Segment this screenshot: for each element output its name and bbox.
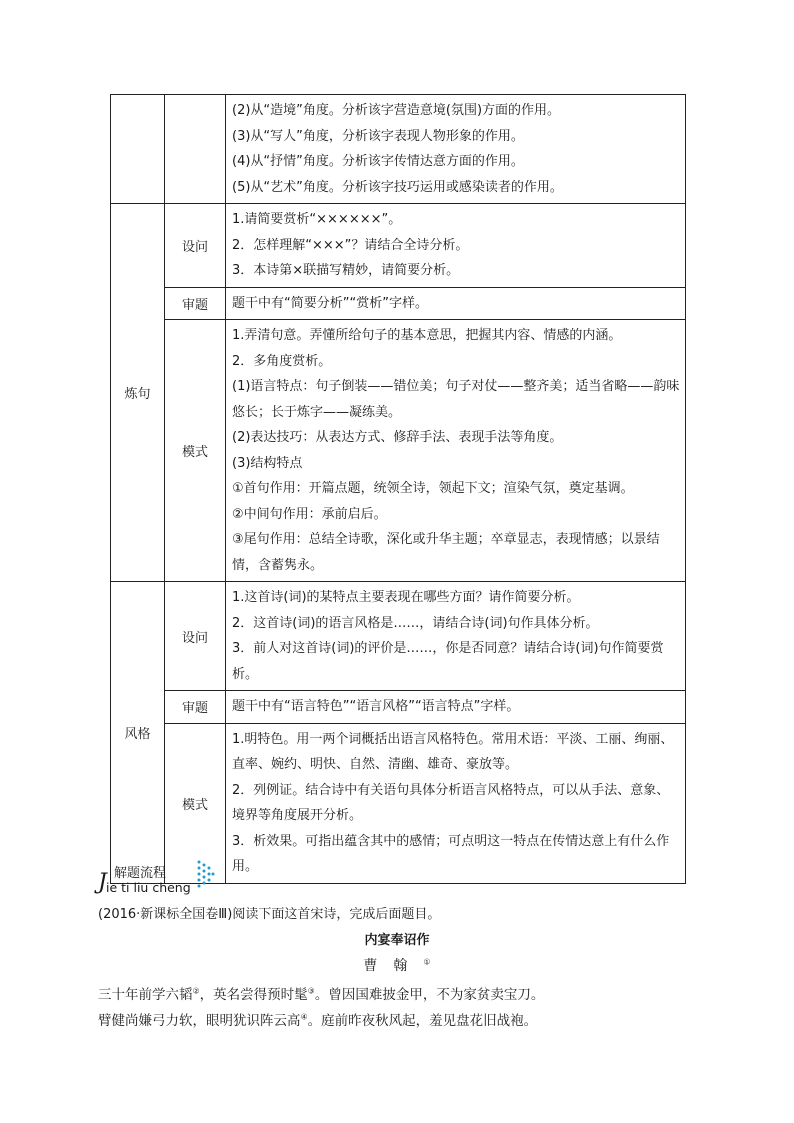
content-cell [226,204,686,288]
text-line: 2．怎样理解“×××”？请结合全诗分析。 [232,237,469,253]
section-title: 解题流程 [114,866,167,881]
sub-label-sheji: 设问 [165,582,226,691]
method-table [110,94,686,884]
content-cell [226,691,686,724]
footnote-mark: ① [423,957,431,967]
content-cell [226,95,686,204]
text-line: (3)从“写人”角度，分析该字表现人物形象的作用。 [232,128,524,144]
sub-label-moshi: 模式 [165,320,226,582]
text-line: 1.弄清句意。弄懂所给句子的基本意思，把握其内容、情感的内涵。 [232,328,622,343]
category-fengge: 风格 [111,582,165,884]
poem-line-1 [98,983,544,1003]
content-cell [226,582,686,691]
section-header [96,860,226,896]
footnote-mark: ② [192,986,200,996]
text-line: (1)语言特点：句子倒装——错位美；句子对仗——整齐美；适当省略——韵味悠长；长于炼字——凝练美。 [232,379,680,420]
sub-label-sheji: 设问 [165,204,226,288]
text-line: ③尾句作用：总结全诗歌，深化或升华主题；卒章显志，表现情感；以景结情，含蓄隽永。 [232,532,660,573]
text-line: (3)结构特点 [232,455,303,471]
poem-text: 。庭前昨夜秋风起，羞见盘花旧战袍。 [307,1013,538,1029]
table-row [111,723,686,883]
text-line: (2)表达技巧：从表达方式、修辞手法、表现手法等角度。 [232,430,563,445]
text-line: 2．这首诗(词)的语言风格是……，请结合诗(词)句作具体分析。 [232,615,599,631]
section-pinyin: ie ti liu cheng [106,880,191,895]
content-cell [226,320,686,582]
category-lianju: 炼句 [111,204,165,582]
text-line: (5)从“艺术”角度。分析该字技巧运用或感染读者的作用。 [232,179,563,195]
sub-label-shenti: 审题 [165,287,226,320]
table-row [111,691,686,724]
table-row [111,95,686,204]
dotted-chevron-icon [196,860,216,888]
text-line: (2)从“造境”角度。分析该字营造意境(氛围)方面的作用。 [232,103,561,118]
text-line: 题干中有“语言特色”“语言风格”“语言特点”字样。 [232,699,520,714]
author-name: 曹翰 [363,958,424,974]
poem-title: 内宴奉诏作 [364,933,430,948]
text-line: 3．析效果。可指出蕴含其中的感情；可点明这一特点在传情达意上有什么作用。 [232,833,670,874]
text-line: 题干中有“简要分析”“赏析”字样。 [232,295,428,311]
text-line: 2．多角度赏析。 [232,353,332,369]
text-line: 1.请简要赏析“××××××”。 [232,212,402,227]
poem-text: 。曾因国难披金甲，不为家贫卖宝刀。 [314,987,545,1003]
footnote-mark: ④ [300,1012,308,1022]
poem-text: 三十年前学六韬 [98,987,193,1003]
content-cell [226,723,686,883]
text-line: 3．前人对这首诗(词)的评价是……，你是否同意？请结合诗(词)句作简要赏析。 [232,641,664,682]
poem-text: 臂健尚嫌弓力软，眼明犹识阵云高 [98,1013,301,1029]
text-line: ①首句作用：开篇点题，统领全诗，领起下文；渲染气氛，奠定基调。 [232,481,634,496]
text-line: ②中间句作用：承前启后。 [232,506,387,522]
poem-line-2 [98,1009,537,1029]
table-row [111,287,686,320]
poem-author [0,955,794,975]
text-line: 3．本诗第×联描写精妙，请简要分析。 [232,263,460,278]
table-row [111,204,686,288]
subcategory-cell-empty [165,95,226,204]
sub-label-shenti: 审题 [165,691,226,724]
text-line: (4)从“抒情”角度。分析该字传情达意方面的作用。 [232,154,524,169]
exercise-intro: (2016·新课标全国卷Ⅲ)阅读下面这首宋诗，完成后面题目。 [98,907,441,922]
text-line: 2．列例证。结合诗中有关语句具体分析语言风格特点，可以从手法、意象、境界等角度展开分析。 [232,782,670,823]
sub-label-moshi: 模式 [165,723,226,883]
content-cell [226,287,686,320]
text-line: 1.明特色。用一两个词概括出语言风格特色。常用术语：平淡、工丽、绚丽、直率、婉约、明快、自然、清幽、雄奇、豪放等。 [232,731,674,772]
poem-text: ，英名尝得预时髦 [199,987,308,1003]
text-line: 1.这首诗(词)的某特点主要表现在哪些方面？请作简要分析。 [232,590,580,605]
footnote-mark: ③ [307,986,315,996]
table-row [111,582,686,691]
table-row [111,320,686,582]
section-cap-letter: J [98,870,107,895]
category-cell-empty [111,95,165,204]
